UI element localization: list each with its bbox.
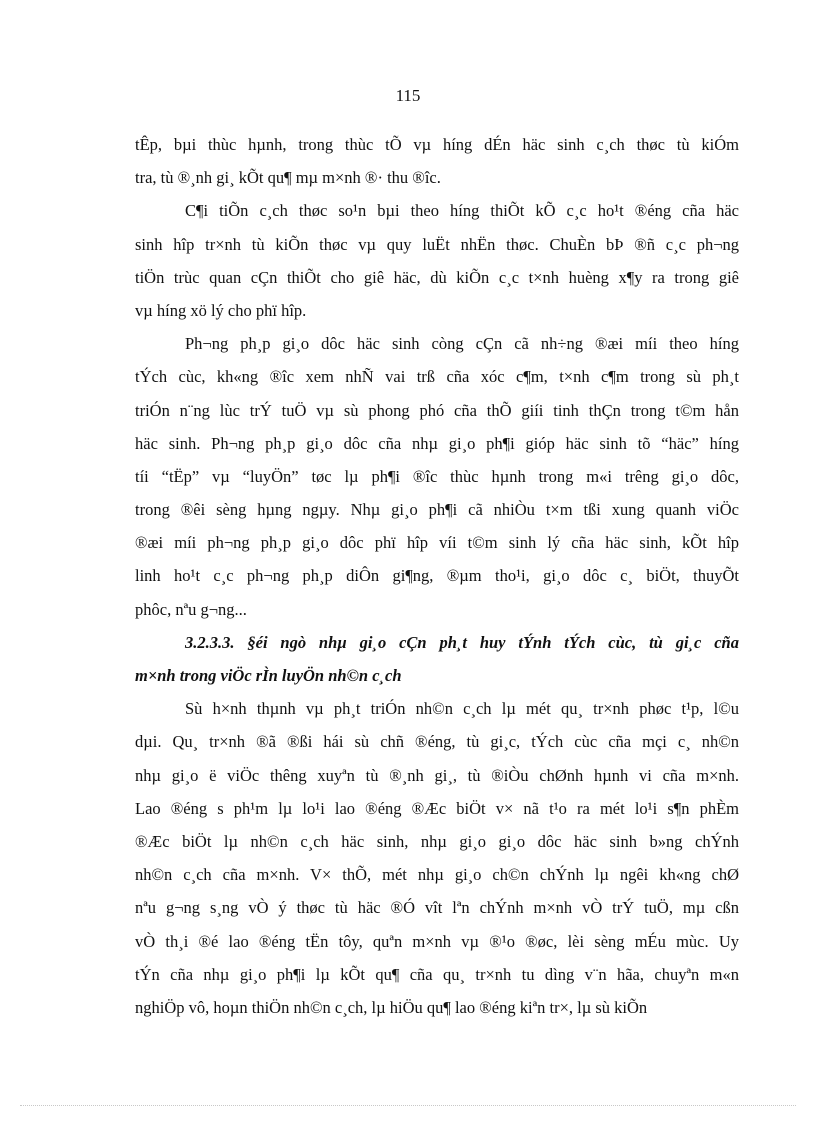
text-line: tiÖn trùc quan cÇn thiÕt cho giê häc, dù kiÕn c¸c t×nh huèng x¶y ra trong giê (135, 267, 739, 287)
text-line: nghiÖp vô, hoµn thiÖn nh©n c¸ch, lµ hiÖu qu¶ lao ®éng kiªn tr×, lµ sù kiÕn (135, 997, 648, 1017)
text-line: phôc, nªu g¬ng... (135, 599, 247, 619)
text-line: nh©n c¸ch cña m×nh. V× thÕ, mét nhµ gi¸o ch©n chÝnh lµ ngêi kh«ng chØ (135, 865, 739, 885)
section-heading (135, 626, 739, 692)
text-line: trong ®êi sèng hµng ngµy. Nhµ gi¸o ph¶i cã nhiÒu t×m tßi xung quanh viÖc (135, 500, 739, 520)
text-line: ®Æc biÖt lµ nh©n c¸ch häc sinh, nhµ gi¸o gi¸o dôc häc sinh b»ng chÝnh (135, 831, 739, 851)
text-line: m×nh trong viÖc rÌn luyÖn nh©n c¸ch (135, 666, 402, 685)
text-line: dµi. Qu¸ tr×nh ®ã ®ßi hái sù chñ ®éng, tù gi¸c, tÝch cùc cña mçi c¸ nh©n (135, 732, 739, 752)
document-body (135, 128, 739, 1024)
text-line: nhµ gi¸o ë viÖc thêng xuyªn tù ®¸nh gi¸, tù ®iÒu chØnh hµnh vi cña m×nh. (135, 765, 739, 785)
text-line: tÝch cùc, kh«ng ®îc xem nhÑ vai trß cña xóc c¶m, t×nh c¶m trong sù ph¸t (135, 367, 739, 387)
text-line: C¶i tiÕn c¸ch thøc so¹n bµi theo híng thiÕt kÕ c¸c ho¹t ®éng cña häc (185, 201, 739, 221)
body-paragraph (135, 128, 739, 194)
body-paragraph (135, 327, 739, 626)
text-line: linh ho¹t c¸c ph¬ng ph¸p diÔn gi¶ng, ®µm tho¹i, gi¸o dôc c¸ biÖt, thuyÕt (135, 566, 739, 586)
body-paragraph (135, 194, 739, 327)
text-line: Sù h×nh thµnh vµ ph¸t triÓn nh©n c¸ch lµ mét qu¸ tr×nh phøc t¹p, l©u (185, 699, 739, 719)
text-line: Lao ®éng s ph¹m lµ lo¹i lao ®éng ®Æc biÖt v× nã t¹o ra mét lo¹i s¶n phÈm (135, 798, 739, 818)
text-line: vÒ th¸i ®é lao ®éng tËn tôy, quªn m×nh vµ ®¹o ®øc, lèi sèng mÉu mùc. Uy (135, 931, 739, 951)
text-line: triÓn n¨ng lùc trÝ tuÖ vµ sù phong phó cña thÕ giíi tinh thÇn trong t©m hån (135, 400, 739, 420)
text-line: nªu g¬ng s¸ng vÒ ý thøc tù häc ®Ó vît lªn chÝnh m×nh vÒ trÝ tuÖ, mµ cßn (135, 898, 739, 918)
text-line: ®æi míi ph¬ng ph¸p gi¸o dôc phï hîp víi t©m sinh lý cña häc sinh, kÕt hîp (135, 533, 739, 553)
body-paragraph (135, 692, 739, 1024)
page-bottom-rule (20, 1105, 796, 1106)
text-line: tÊp, bµi thùc hµnh, trong thùc tÕ vµ híng dÉn häc sinh c¸ch thøc tù kiÓm (135, 135, 739, 154)
text-line: vµ híng xö lý cho phï hîp. (135, 300, 307, 320)
text-line: tra, tù ®¸nh gi¸ kÕt qu¶ mµ m×nh ®· thu ®îc. (135, 168, 441, 188)
text-line: tÝn cña nhµ gi¸o ph¶i lµ kÕt qu¶ cña qu¸ tr×nh tu dìng v¨n hãa, chuyªn m«n (135, 964, 739, 984)
text-line: 3.2.3.3. §éi ngò nhµ gi¸o cÇn ph¸t huy tÝnh tÝch cùc, tù gi¸c cña (185, 632, 739, 652)
page-number: 115 (395, 86, 421, 105)
text-line: Ph¬ng ph¸p gi¸o dôc häc sinh còng cÇn cã nh÷ng ®æi míi theo híng (185, 334, 739, 354)
text-line: sinh hîp tr×nh tù kiÕn thøc vµ quy luËt nhËn thøc. ChuÈn bÞ ®ñ c¸c ph¬ng (135, 234, 739, 254)
text-line: tíi “tËp” vµ “luyÖn” tøc lµ ph¶i ®îc thùc hµnh trong m«i trêng gi¸o dôc, (135, 466, 739, 486)
text-line: häc sinh. Ph¬ng ph¸p gi¸o dôc cña nhµ gi¸o ph¶i gióp häc sinh tõ “häc” híng (135, 433, 739, 453)
